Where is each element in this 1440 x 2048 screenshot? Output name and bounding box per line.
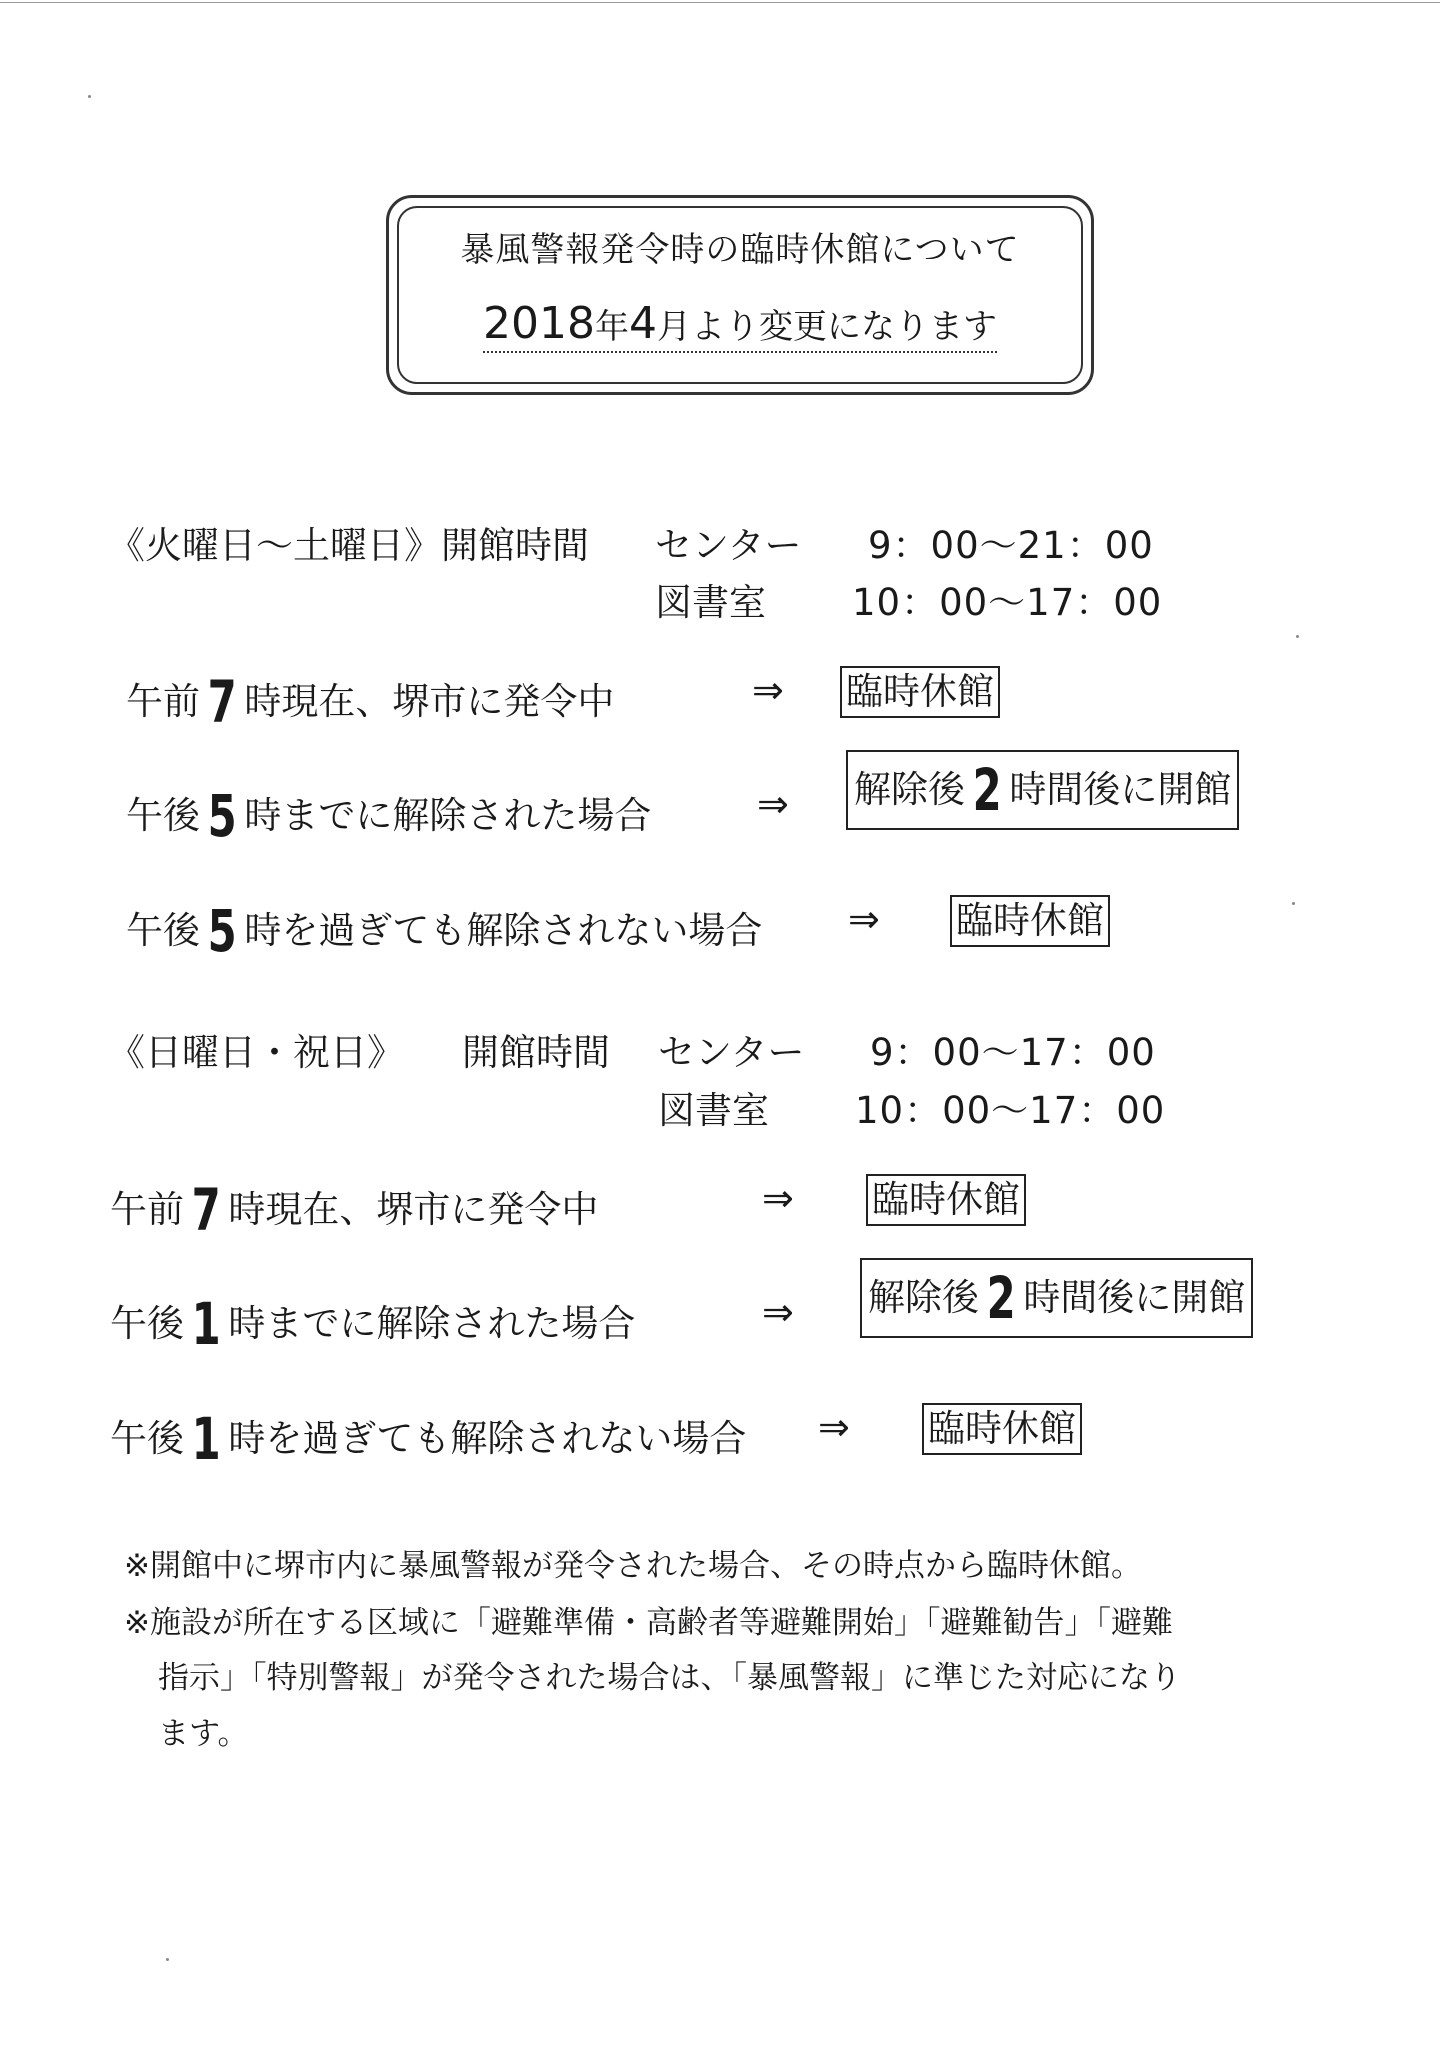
weekday-center-label: センター	[655, 524, 802, 567]
rule-prefix: 午前	[126, 680, 200, 723]
arrow-icon: ⇒	[752, 668, 784, 712]
weekday-rule-1	[126, 668, 614, 736]
title-subheading-underlined	[483, 298, 997, 353]
result-post: 時間後に開館	[1009, 768, 1232, 811]
weekday-library-hours: 10：00～17：00	[852, 581, 1163, 624]
scan-speck	[1296, 635, 1299, 638]
arrow-icon: ⇒	[848, 897, 880, 941]
note-2-line-3: ます。	[158, 1716, 249, 1752]
rule-hour-number: 5	[207, 782, 237, 850]
holiday-rule-1	[110, 1176, 598, 1244]
arrow-icon: ⇒	[762, 1290, 794, 1334]
holiday-rule-2-result	[860, 1258, 1253, 1338]
result-hours-number: 2	[972, 756, 1002, 824]
weekday-center-hours: 9：00～21：00	[868, 524, 1154, 567]
title-year: 2018	[483, 298, 595, 349]
rule-hour-number: 1	[191, 1290, 221, 1358]
title-subheading	[389, 298, 1091, 353]
rule-prefix: 午前	[110, 1188, 184, 1231]
result-hours-number: 2	[986, 1264, 1016, 1332]
holiday-rule-3-result: 臨時休館	[922, 1403, 1082, 1455]
scan-speck	[88, 95, 91, 98]
rule-prefix: 午後	[110, 1302, 184, 1345]
weekday-library-label: 図書室	[655, 581, 766, 624]
rule-prefix: 午後	[126, 909, 200, 952]
title-rest: 月より変更になります	[656, 307, 997, 347]
holiday-header: 《日曜日・祝日》	[108, 1031, 404, 1074]
arrow-icon: ⇒	[757, 782, 789, 826]
note-2-line-1: ※施設が所在する区域に「避難準備・高齢者等避難開始」「避難勧告」「避難	[124, 1605, 1173, 1641]
holiday-library-hours: 10：00～17：00	[855, 1089, 1166, 1132]
scan-speck	[166, 1958, 169, 1961]
rule-condition: 時現在、堺市に発令中	[228, 1188, 599, 1231]
result-pre: 解除後	[868, 1276, 979, 1319]
rule-condition: 時を過ぎても解除されない場合	[244, 909, 763, 952]
rule-condition: 時までに解除された場合	[244, 794, 652, 837]
title-heading: 暴風警報発令時の臨時休館について	[460, 230, 1020, 270]
rule-hour-number: 7	[207, 668, 237, 736]
rule-prefix: 午後	[126, 794, 200, 837]
note-2-line-2: 指示」「特別警報」が発令された場合は、「暴風警報」に準じた対応になり	[158, 1660, 1181, 1696]
weekday-rule-3-result: 臨時休館	[950, 895, 1110, 947]
rule-prefix: 午後	[110, 1417, 184, 1460]
title-box	[386, 195, 1094, 395]
holiday-rule-3	[110, 1405, 746, 1473]
arrow-icon: ⇒	[762, 1176, 794, 1220]
holiday-center-hours: 9：00～17：00	[870, 1031, 1156, 1074]
weekday-header: 《火曜日～土曜日》開館時間	[108, 524, 589, 567]
holiday-rule-1-result: 臨時休館	[866, 1174, 1026, 1226]
holiday-hours-label: 開館時間	[462, 1031, 610, 1074]
rule-condition: 時現在、堺市に発令中	[244, 680, 615, 723]
weekday-rule-3	[126, 897, 762, 965]
scan-speck	[1292, 902, 1295, 905]
rule-condition: 時を過ぎても解除されない場合	[228, 1417, 747, 1460]
weekday-rule-2-result	[846, 750, 1239, 830]
title-nen: 年	[594, 307, 629, 347]
holiday-rule-2	[110, 1290, 635, 1358]
holiday-center-label: センター	[658, 1031, 805, 1074]
rule-hour-number: 5	[207, 897, 237, 965]
note-1: ※開館中に堺市内に暴風警報が発令された場合、その時点から臨時休館。	[124, 1548, 1142, 1584]
title-month: 4	[628, 298, 657, 349]
top-border-line	[0, 2, 1440, 3]
rule-hour-number: 1	[191, 1405, 221, 1473]
holiday-library-label: 図書室	[658, 1089, 769, 1132]
rule-condition: 時までに解除された場合	[228, 1302, 636, 1345]
weekday-rule-2	[126, 782, 651, 850]
result-post: 時間後に開館	[1023, 1276, 1246, 1319]
arrow-icon: ⇒	[818, 1405, 850, 1449]
weekday-rule-1-result: 臨時休館	[840, 666, 1000, 718]
rule-hour-number: 7	[191, 1176, 221, 1244]
result-pre: 解除後	[854, 768, 965, 811]
